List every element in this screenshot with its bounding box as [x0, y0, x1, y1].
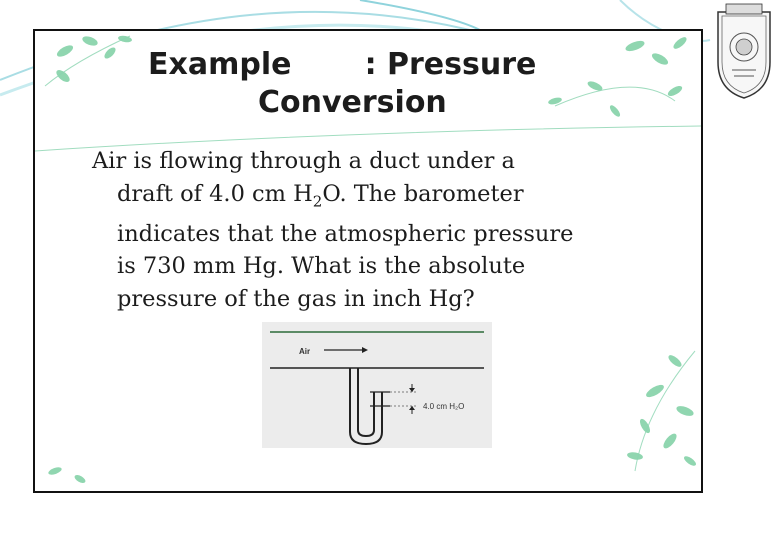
manometer-figure: [262, 322, 492, 448]
problem-line-2-post: O. The barometer: [322, 180, 524, 207]
title-line-1: Example : Pressure: [148, 47, 537, 82]
draft-label: 4.0 cm H₂O: [423, 402, 465, 411]
slide-frame: [33, 29, 703, 493]
problem-line-1: Air is flowing through a duct under a: [92, 148, 515, 174]
problem-text: [92, 145, 652, 315]
u-tube-manometer-diagram: [262, 322, 492, 448]
subscript-2: 2: [312, 192, 323, 210]
problem-line-4: is 730 mm Hg. What is the absolute: [117, 253, 526, 279]
problem-line-2: [92, 178, 652, 218]
problem-line-2-pre: draft of 4.0 cm H: [117, 180, 313, 207]
university-seal-logo: [712, 2, 776, 100]
title-line-2: Conversion: [258, 85, 447, 120]
problem-line-3: indicates that the atmospheric pressure: [117, 220, 574, 247]
problem-line-5: pressure of the gas in inch Hg?: [117, 285, 475, 312]
air-label: Air: [299, 347, 311, 356]
